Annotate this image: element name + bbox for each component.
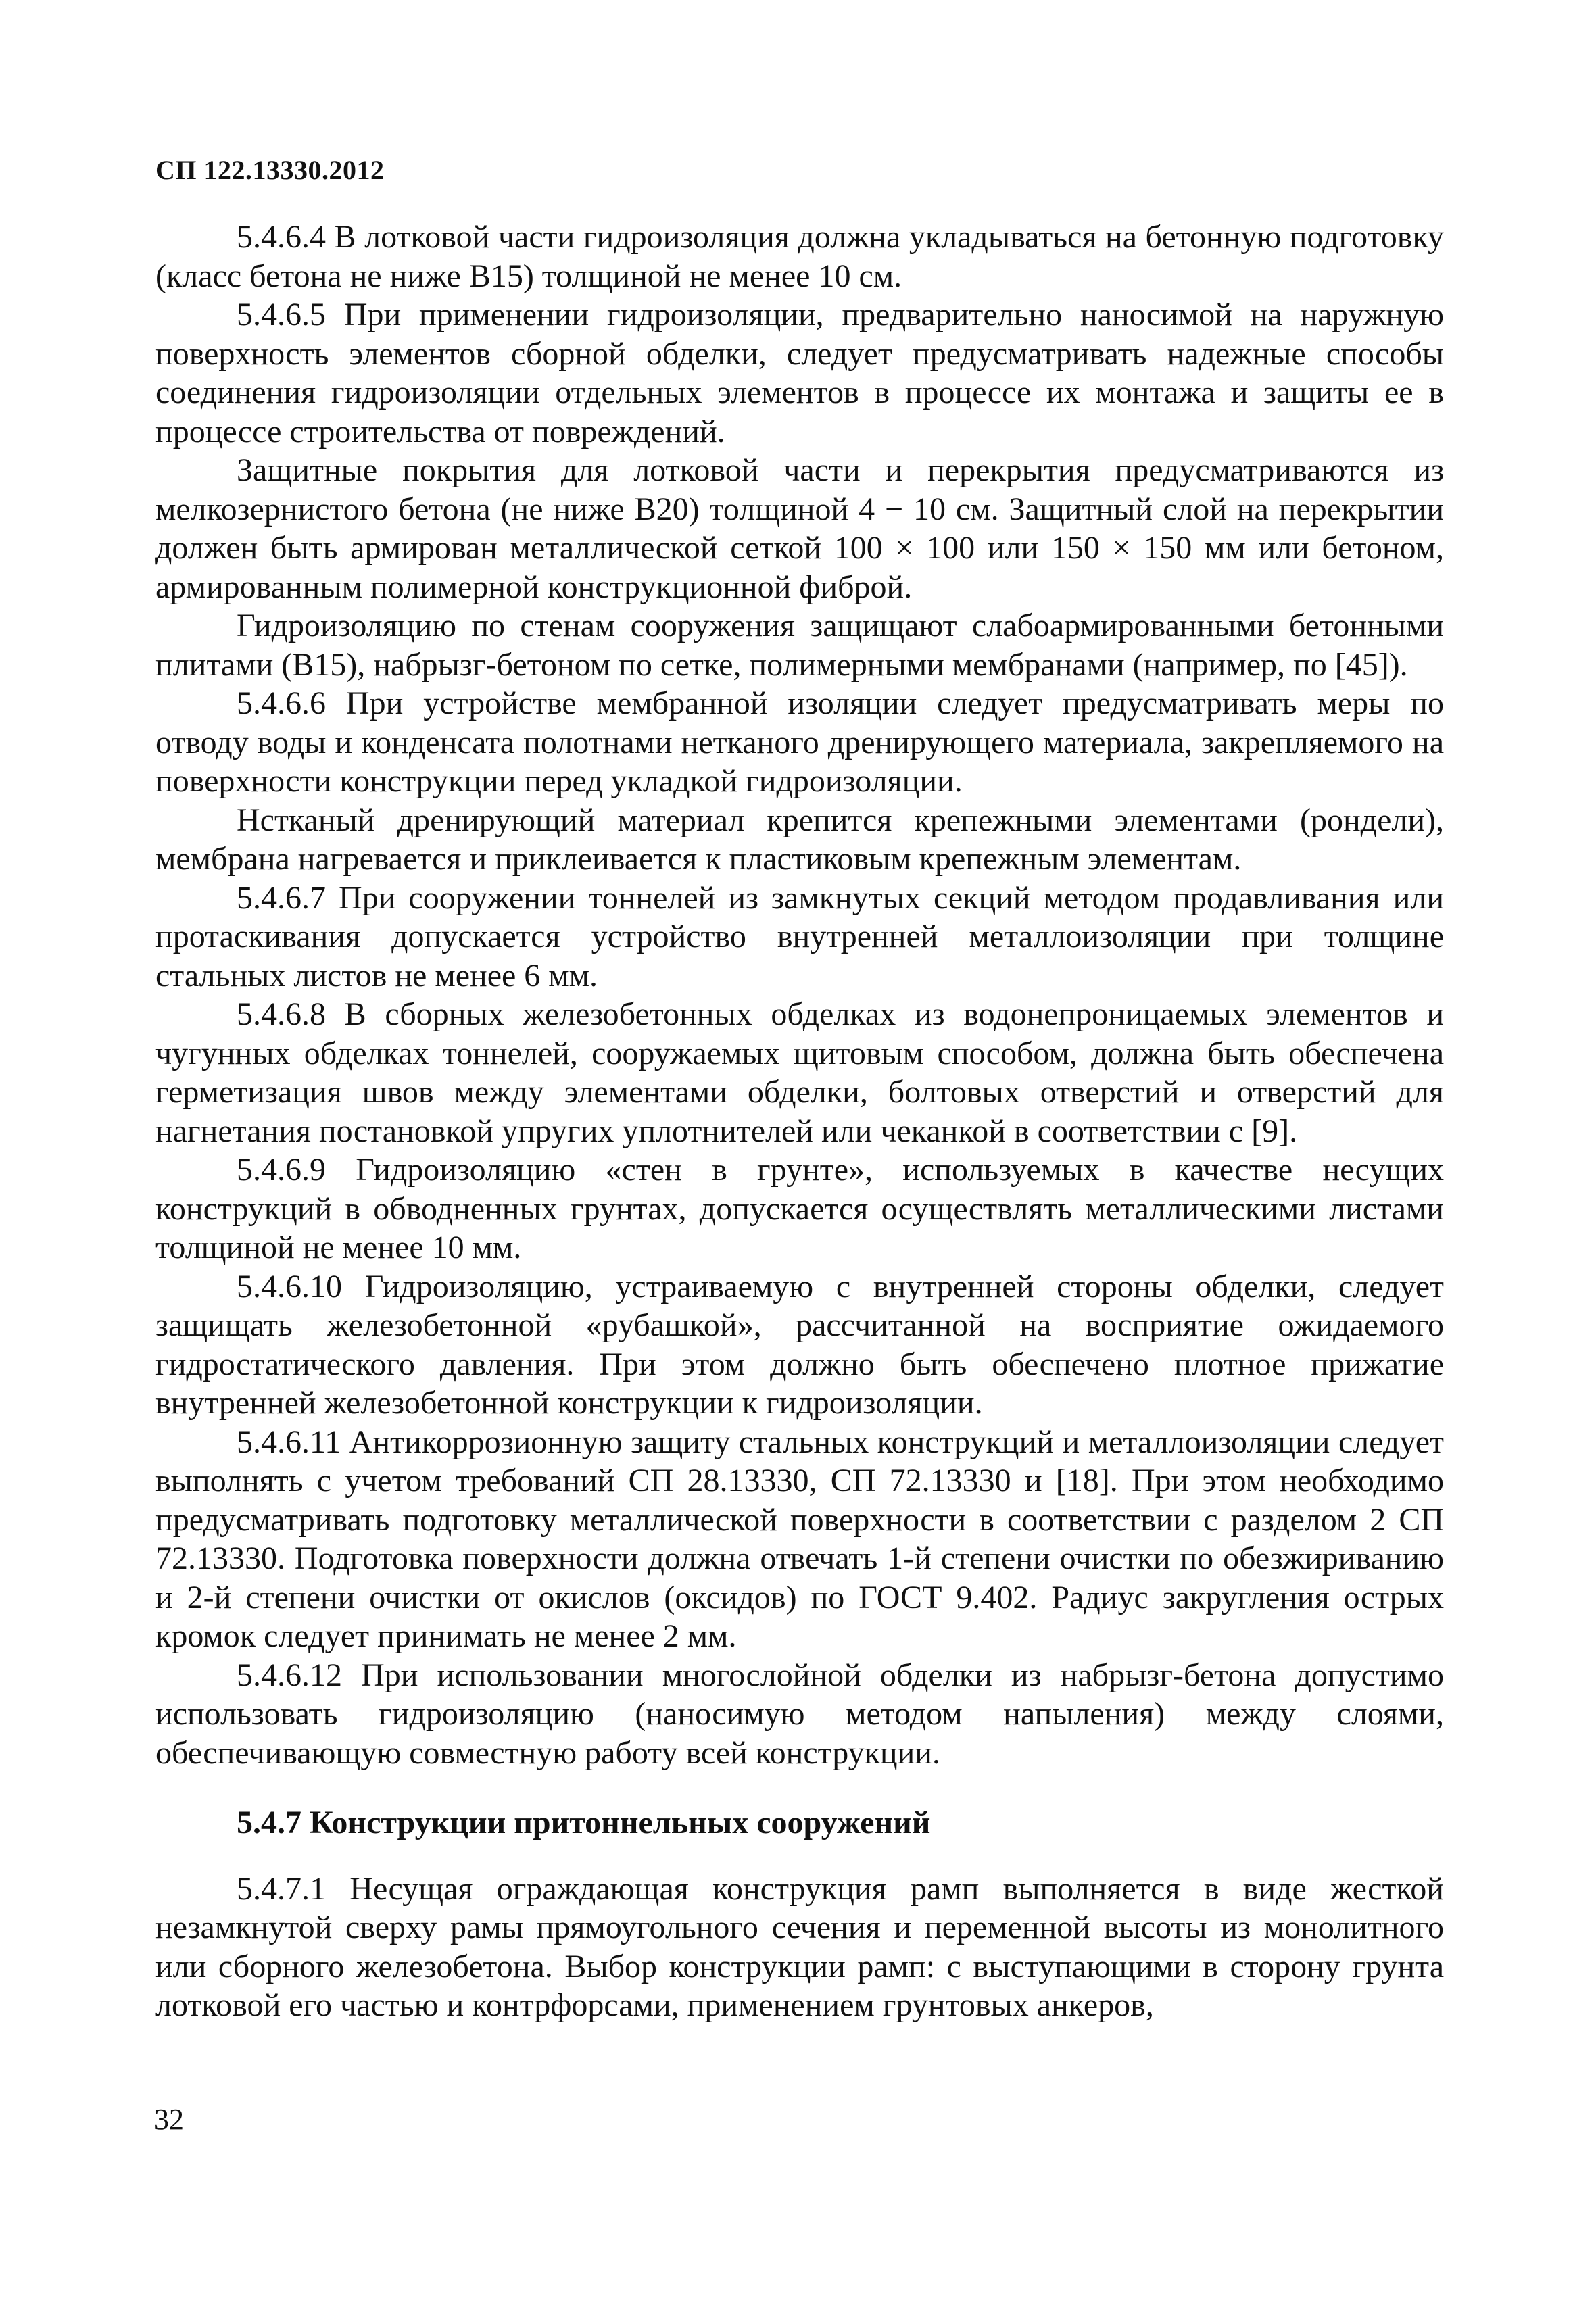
page-number: 32 bbox=[154, 2103, 184, 2136]
paragraph-wall-waterproofing: Гидроизоляцию по стенам сооружения защищают слабоармированными бетонными плитами (В15), набрызг-бетоном по сетке, полимерными мембранами (например, по [45]). bbox=[155, 608, 1444, 683]
paragraph-5-4-6-4: 5.4.6.4 В лотковой части гидроизоляция должна укладываться на бетонную подготовку (класс бетона не ниже В15) толщиной не менее 10 см. bbox=[155, 219, 1444, 294]
paragraph-5-4-6-9: 5.4.6.9 Гидроизоляцию «стен в грунте», используемых в качестве несущих конструкций в обводненных грунтах, допускается осуществлять металлическими листами толщиной не менее 10 мм. bbox=[155, 1152, 1444, 1265]
paragraph-5-4-7-1: 5.4.7.1 Несущая ограждающая конструкция рамп выполняется в виде жесткой незамкнутой сверху рамы прямоугольного сечения и переменной высоты из монолитного или сборного железобетона. Выбор конструкции рамп: с выступающими в сторону грунта лотковой его частью и контрфорсами, применением грунтовых анкеров, bbox=[155, 1870, 1444, 2023]
paragraph-5-4-6-11: 5.4.6.11 Антикоррозионную защиту стальных конструкций и металлоизоляции следует выполнять с учетом требований СП 28.13330, СП 72.13330 и [18]. При этом необходимо предусматривать подготовку металлической поверхности в соответствии с разделом 2 СП 72.13330. Подготовка поверхности должна отвечать 1-й степени очистки по обезжириванию и 2-й степени очистки от окислов (оксидов) по ГОСТ 9.402. Радиус закругления острых кромок следует принимать не менее 2 мм. bbox=[155, 1423, 1444, 1654]
paragraph-5-4-6-6: 5.4.6.6 При устройстве мембранной изоляции следует предусматривать меры по отводу воды и конденсата полотнами нетканого дренирующего материала, закрепляемого на поверхности конструкции перед укладкой гидроизоляции. bbox=[155, 685, 1444, 799]
paragraph-5-4-6-12: 5.4.6.12 При использовании многослойной обделки из набрызг-бетона допустимо использовать гидроизоляцию (наносимую методом напыления) между слоями, обеспечивающую совместную работу всей конструкции. bbox=[155, 1657, 1444, 1771]
document-code-header: СП 122.13330.2012 bbox=[155, 155, 385, 185]
paragraph-protective-coatings: Защитные покрытия для лотковой части и перекрытия предусматриваются из мелкозернистого бетона (не ниже В20) толщиной 4 − 10 см. Защитный слой на перекрытии должен быть армирован металлической сеткой 100 × 100 или 150 × 150 мм или бетоном, армированным полимерной конструкционной фиброй. bbox=[155, 452, 1444, 605]
paragraph-5-4-6-5: 5.4.6.5 При применении гидроизоляции, предварительно наносимой на наружную поверхность элементов сборной обделки, следует предусматривать надежные способы соединения гидроизоляции отдельных элементов в процессе их монтажа и защиты ее в процессе строительства от повреждений. bbox=[155, 297, 1444, 449]
paragraph-5-4-6-7: 5.4.6.7 При сооружении тоннелей из замкнутых секций методом продавливания или протаскивания допускается устройство внутренней металлоизоляции при толщине стальных листов не менее 6 мм. bbox=[155, 879, 1444, 994]
section-heading-5-4-7: 5.4.7 Конструкции притоннельных сооружений bbox=[237, 1805, 931, 1841]
paragraph-5-4-6-8: 5.4.6.8 В сборных железобетонных обделках из водонепроницаемых элементов и чугунных обделках тоннелей, сооружаемых щитовым способом, должна быть обеспечена герметизация швов между элементами обделки, болтовых отверстий и отверстий для нагнетания постановкой упругих уплотнителей или чеканкой в соответствии с [9]. bbox=[155, 996, 1444, 1149]
paragraph-drainage-material: Нстканый дренирующий материал крепится крепежными элементами (рондели), мембрана нагревается и приклеивается к пластиковым крепежным элементам. bbox=[155, 802, 1444, 877]
document-body bbox=[155, 218, 1444, 2025]
paragraph-5-4-6-10: 5.4.6.10 Гидроизоляцию, устраиваемую с внутренней стороны обделки, следует защищать железобетонной «рубашкой», рассчитанной на восприятие ожидаемого гидростатического давления. При этом должно быть обеспечено плотное прижатие внутренней железобетонной конструкции к гидроизоляции. bbox=[155, 1268, 1444, 1421]
